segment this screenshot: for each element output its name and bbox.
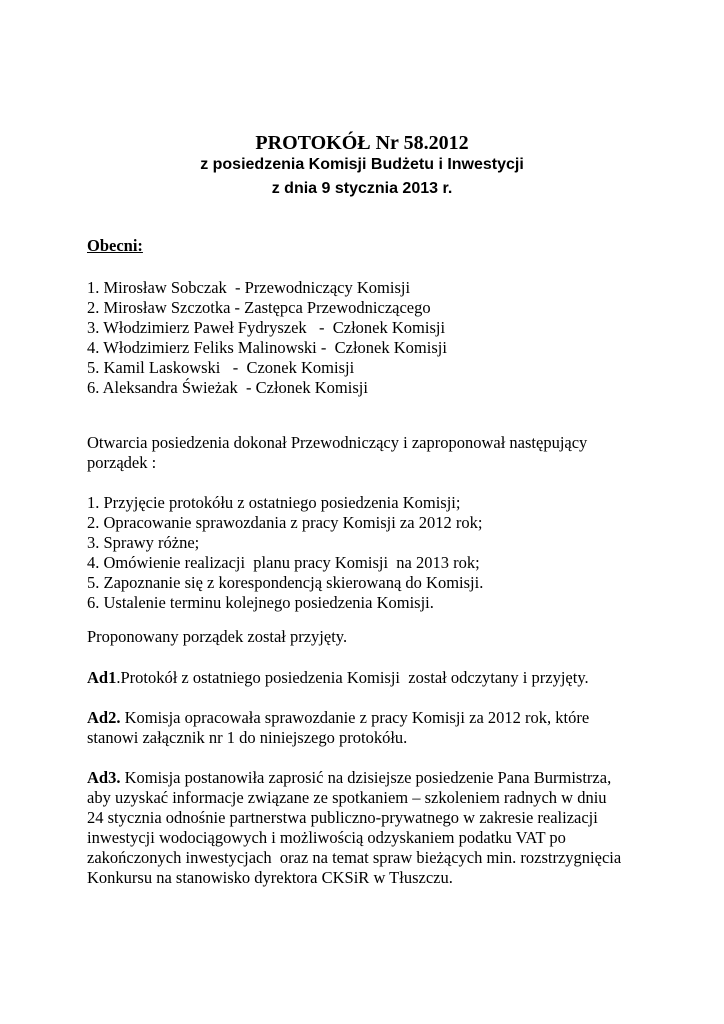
ad3-text: Komisja postanowiła zaprosić na dzisiejsze posiedzenie Pana Burmistrza, [120,768,612,787]
ad1-paragraph [87,668,687,688]
ad1-label: Ad1 [87,668,117,687]
document-title: PROTOKÓŁ Nr 58.2012 [255,132,469,154]
document-subtitle: z posiedzenia Komisji Budżetu i Inwestycji [200,156,524,173]
intro-paragraph [87,433,687,473]
ad3-label: Ad3. [87,768,121,787]
list-item: 5. Kamil Laskowski - Czonek Komisji [87,358,355,377]
list-item: 3. Sprawy różne; [87,533,200,552]
attendance-heading: Obecni: [87,236,143,255]
ad2-paragraph [87,708,687,748]
list-item: 3. Włodzimierz Paweł Fydryszek - Członek Komisji [87,318,446,337]
list-item: 4. Włodzimierz Feliks Malinowski - Członek Komisji [87,338,447,357]
paragraph-line: Otwarcia posiedzenia dokonał Przewodniczący i zaproponował następujący [87,433,588,452]
ad2-label: Ad2. [87,708,121,727]
list-item: 1. Mirosław Sobczak - Przewodniczący Komisji [87,278,411,297]
paragraph-line: aby uzyskać informacje związane ze spotkaniem – szkoleniem radnych w dniu [87,788,607,807]
paragraph-line: Konkursu na stanowisko dyrektora CKSiR w Tłuszczu. [87,868,453,887]
paragraph-line: porządek : [87,453,157,472]
list-item: 4. Omówienie realizacji planu pracy Komisji na 2013 rok; [87,553,480,572]
paragraph-line: zakończonych inwestycjach oraz na temat spraw bieżących min. rozstrzygnięcia [87,848,622,867]
list-item: 2. Opracowanie sprawozdania z pracy Komisji za 2012 rok; [87,513,483,532]
list-item: 5. Zapoznanie się z korespondencją skierowaną do Komisji. [87,573,484,592]
ad2-text: Komisja opracowała sprawozdanie z pracy Komisji za 2012 rok, które [120,708,590,727]
document-date: z dnia 9 stycznia 2013 r. [271,180,453,197]
list-item: 2. Mirosław Szczotka - Zastępca Przewodniczącego [87,298,431,317]
paragraph-line: 24 stycznia odnośnie partnerstwa publiczno-prywatnego w zakresie realizacji [87,808,598,827]
list-item: 6. Ustalenie terminu kolejnego posiedzenia Komisji. [87,593,434,612]
attendance-list [87,278,687,398]
agenda-accepted-text: Proponowany porządek został przyjęty. [87,627,348,646]
ad1-text: .Protokół z ostatniego posiedzenia Komisji został odczytany i przyjęty. [116,668,589,687]
paragraph-line: stanowi załącznik nr 1 do niniejszego protokółu. [87,728,408,747]
paragraph-line: inwestycji wodociągowych i możliwością odzyskaniem podatku VAT po [87,828,566,847]
list-item: 6. Aleksandra Świeżak - Członek Komisji [87,378,368,397]
ad3-paragraph [87,768,687,888]
list-item: 1. Przyjęcie protokółu z ostatniego posiedzenia Komisji; [87,493,461,512]
agenda-list [87,493,687,613]
